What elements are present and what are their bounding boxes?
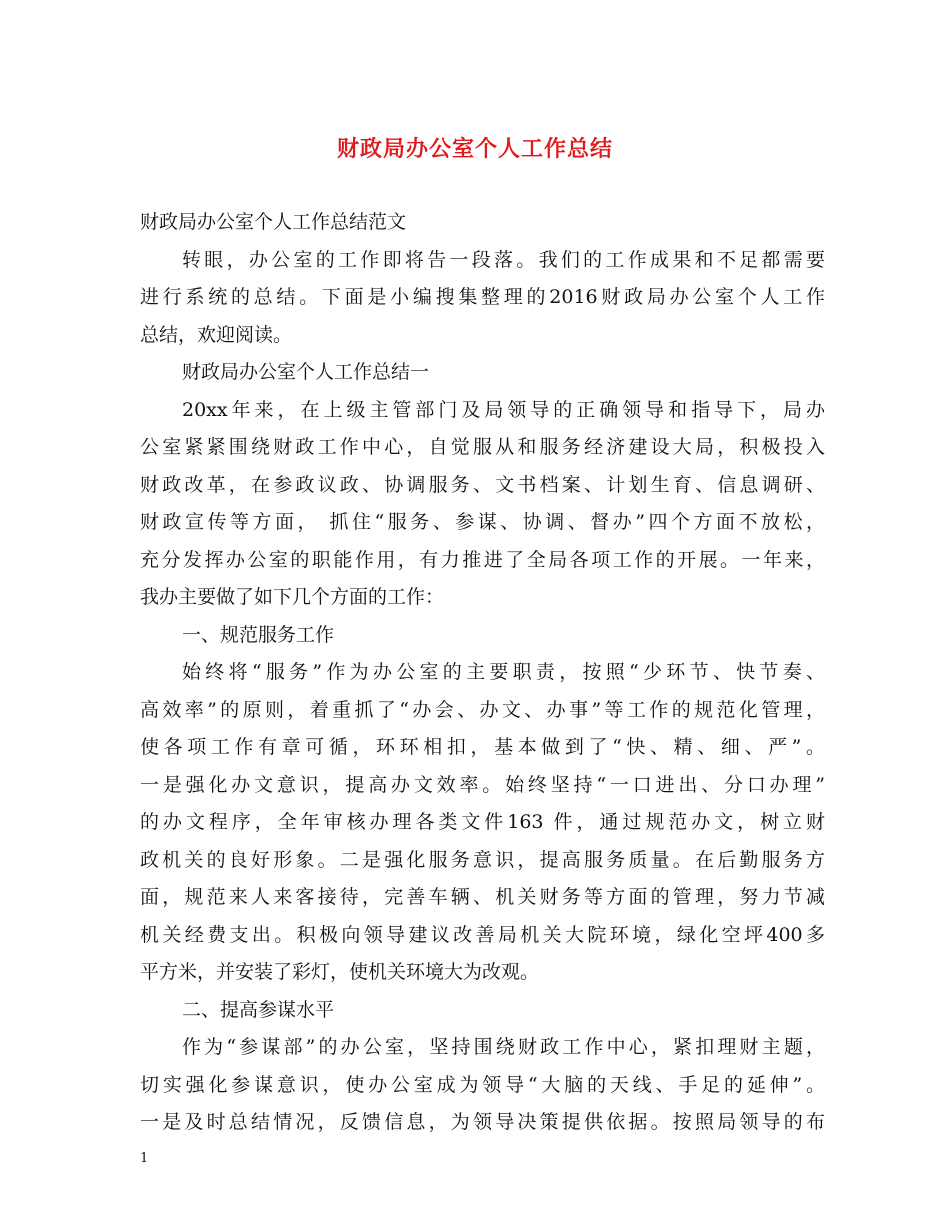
text-line: 转眼，办公室的工作即将告一段落。我们的工作成果和不足都需要 [182,248,825,271]
text-line: 使各项工作有章可循，环环相扣，基本做到了“快、精、细、严”。 [140,736,825,758]
text-line: 平方米，并安装了彩灯，使机关环境大为改观。 [140,961,540,983]
text-line: 公室紧紧围绕财政工作中心，自觉服从和服务经济建设大局，积极投入 [140,436,825,458]
text-line: 20xx年来，在上级主管部门及局领导的正确领导和指导下，局办 [182,398,825,421]
text-line: 作为“参谋部”的办公室，坚持围绕财政工作中心，紧扣理财主题， [182,1036,825,1058]
text-line: 一是强化办文意识，提高办文效率。始终坚持“一口进出、分口办理” [140,773,825,796]
text-line: 总结，欢迎阅读。 [140,323,293,346]
text-line: 切实强化参谋意识，使办公室成为领导“大脑的天线、手足的延伸”。 [140,1073,825,1096]
text-line: 始终将“服务”作为办公室的主要职责，按照“少环节、快节奏、 [182,661,825,683]
text-line: 一、规范服务工作 [182,623,335,646]
text-line: 一是及时总结情况，反馈信息，为领导决策提供依据。按照局领导的布 [140,1111,825,1133]
text-line: 我办主要做了如下几个方面的工作： [140,586,445,608]
document-title: 财政局办公室个人工作总结 [336,137,613,162]
text-line: 财政改革，在参政议政、协调服务、文书档案、计划生育、信息调研、 [140,473,825,496]
text-line: 财政局办公室个人工作总结范文 [140,211,407,233]
text-line: 高效率”的原则，着重抓了“办会、办文、办事”等工作的规范化管理， [140,698,825,721]
text-line: 面，规范来人来客接待，完善车辆、机关财务等方面的管理，努力节减 [140,886,825,908]
text-line: 财政宣传等方面， 抓住“服务、参谋、协调、督办”四个方面不放松， [140,511,825,533]
text-line: 机关经费支出。积极向领导建议改善局机关大院环境，绿化空坪400多 [140,923,825,946]
text-line: 二、提高参谋水平 [182,998,335,1021]
page-number: 1 [140,1151,149,1166]
document-body [140,204,825,1142]
text-line: 的办文程序，全年审核办理各类文件163 件，通过规范办文，树立财 [140,811,825,833]
text-line: 充分发挥办公室的职能作用，有力推进了全局各项工作的开展。一年来， [140,548,825,571]
text-line: 财政局办公室个人工作总结一 [182,361,430,383]
text-line: 进行系统的总结。下面是小编搜集整理的2016财政局办公室个人工作 [140,286,825,308]
text-line: 政机关的良好形象。二是强化服务意识，提高服务质量。在后勤服务方 [140,848,825,871]
